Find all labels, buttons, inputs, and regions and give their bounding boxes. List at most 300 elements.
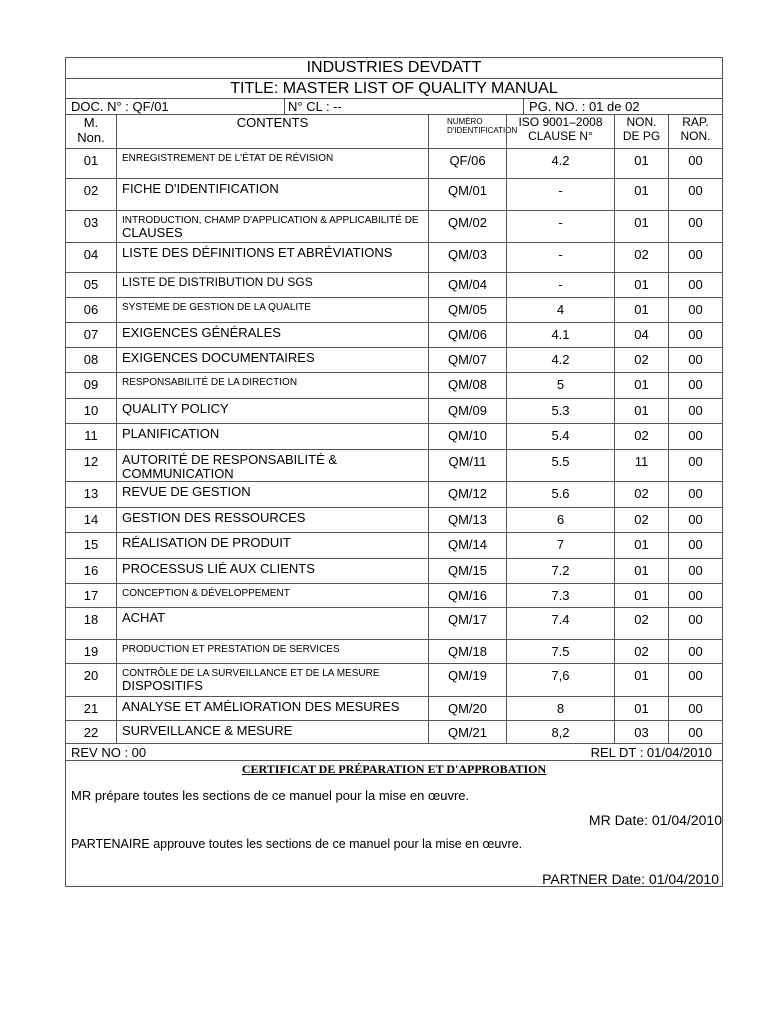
row-identification-text: QM/20 bbox=[447, 701, 487, 716]
partner-statement: PARTENAIRE approuve toutes les sections de ce manuel pour la mise en œuvre. bbox=[71, 837, 523, 851]
row-contents-line2: COMMUNICATION bbox=[122, 466, 234, 482]
table-row bbox=[66, 399, 722, 424]
row-identification bbox=[428, 149, 506, 178]
row-revision bbox=[668, 608, 722, 639]
row-page-count bbox=[614, 721, 668, 743]
header-m-no-line2: Non. bbox=[77, 130, 105, 145]
row-revision-text: 00 bbox=[688, 403, 703, 418]
row-revision bbox=[668, 721, 722, 743]
row-revision bbox=[668, 508, 722, 532]
row-revision-text: 00 bbox=[688, 183, 703, 198]
row-contents bbox=[116, 149, 428, 178]
row-contents bbox=[116, 508, 428, 532]
row-number bbox=[66, 243, 116, 272]
row-page-count bbox=[614, 243, 668, 272]
row-iso-clause-text: 8 bbox=[556, 701, 565, 716]
cl-number: N° CL : -- bbox=[288, 99, 342, 114]
row-revision bbox=[668, 584, 722, 607]
row-revision bbox=[668, 640, 722, 663]
row-identification bbox=[428, 373, 506, 398]
row-contents bbox=[116, 179, 428, 210]
row-iso-clause-text: 5.5 bbox=[551, 454, 570, 469]
mr-statement: MR prépare toutes les sections de ce manuel pour la mise en œuvre. bbox=[71, 788, 470, 803]
row-contents-text: GESTION DES RESSOURCES bbox=[122, 510, 306, 525]
row-revision bbox=[668, 373, 722, 398]
row-number bbox=[66, 608, 116, 639]
row-iso-clause-text: 7.2 bbox=[551, 563, 570, 578]
row-revision-text: 00 bbox=[688, 563, 703, 578]
row-contents-text: INTRODUCTION, CHAMP D'APPLICATION & APPLICABILITÉ DE bbox=[122, 215, 419, 226]
row-revision bbox=[668, 559, 722, 583]
row-number bbox=[66, 298, 116, 322]
rev-number: REV NO : 00 bbox=[71, 745, 147, 760]
header-m-no bbox=[66, 115, 116, 148]
row-revision-text: 00 bbox=[688, 668, 703, 683]
row-number-text: 11 bbox=[84, 428, 98, 443]
row-iso-clause bbox=[506, 533, 614, 558]
row-identification bbox=[428, 721, 506, 743]
row-number-text: 06 bbox=[83, 302, 99, 317]
row-identification-text: QM/08 bbox=[447, 377, 487, 392]
table-row bbox=[66, 664, 722, 697]
table-row bbox=[66, 697, 722, 721]
row-contents-text: SYSTEME DE GESTION DE LA QUALITE bbox=[122, 302, 311, 313]
row-number bbox=[66, 424, 116, 449]
row-iso-clause-text: - bbox=[558, 183, 563, 198]
row-identification bbox=[428, 273, 506, 297]
row-revision-text: 00 bbox=[688, 327, 703, 342]
row-identification bbox=[428, 533, 506, 558]
release-date: REL DT : 01/04/2010 bbox=[590, 745, 712, 760]
row-identification-text: QM/14 bbox=[447, 537, 487, 552]
row-contents-text: EXIGENCES DOCUMENTAIRES bbox=[122, 350, 315, 365]
certificate-title: CERTIFICAT DE PRÉPARATION ET D'APPROBATION bbox=[241, 762, 547, 776]
quality-manual-sheet bbox=[65, 57, 723, 887]
header-pages-line1: NON. bbox=[626, 115, 657, 129]
document-title: TITLE: MASTER LIST OF QUALITY MANUAL bbox=[230, 80, 558, 97]
row-number-text: 09 bbox=[83, 377, 99, 392]
row-identification bbox=[428, 179, 506, 210]
row-revision bbox=[668, 424, 722, 449]
row-number-text: 10 bbox=[83, 403, 99, 418]
table-row bbox=[66, 179, 722, 211]
row-page-count bbox=[614, 697, 668, 720]
row-identification bbox=[428, 664, 506, 696]
row-number-text: 08 bbox=[83, 352, 99, 367]
row-number-text: 04 bbox=[83, 247, 99, 262]
table-row bbox=[66, 298, 722, 323]
table-row bbox=[66, 559, 722, 584]
row-contents-text: ACHAT bbox=[122, 610, 166, 625]
row-page-count-text: 01 bbox=[634, 153, 649, 168]
row-iso-clause bbox=[506, 273, 614, 297]
row-page-count-text: 02 bbox=[634, 247, 649, 262]
row-revision bbox=[668, 211, 722, 242]
row-iso-clause-text: - bbox=[558, 215, 563, 230]
row-revision-text: 00 bbox=[688, 428, 703, 443]
row-iso-clause bbox=[506, 697, 614, 720]
row-identification bbox=[428, 640, 506, 663]
row-iso-clause bbox=[506, 373, 614, 398]
row-contents bbox=[116, 348, 428, 372]
row-iso-clause bbox=[506, 450, 614, 481]
row-number-text: 20 bbox=[83, 668, 99, 683]
row-page-count bbox=[614, 179, 668, 210]
row-number-text: 15 bbox=[83, 537, 99, 552]
row-contents bbox=[116, 664, 428, 696]
row-identification-text: QM/06 bbox=[447, 327, 487, 342]
row-identification bbox=[428, 298, 506, 322]
table-row bbox=[66, 450, 722, 482]
row-identification-text: QM/02 bbox=[447, 215, 487, 230]
row-revision bbox=[668, 298, 722, 322]
row-number bbox=[66, 559, 116, 583]
row-page-count bbox=[614, 149, 668, 178]
row-page-count-text: 03 bbox=[634, 725, 649, 740]
row-identification-text: QM/12 bbox=[447, 486, 487, 501]
row-iso-clause bbox=[506, 243, 614, 272]
row-contents bbox=[116, 298, 428, 322]
row-contents bbox=[116, 640, 428, 663]
row-contents bbox=[116, 399, 428, 423]
row-iso-clause bbox=[506, 298, 614, 322]
title-row bbox=[66, 79, 722, 99]
row-iso-clause bbox=[506, 508, 614, 532]
row-number-text: 14 bbox=[83, 512, 99, 527]
row-revision bbox=[668, 697, 722, 720]
row-iso-clause-text: - bbox=[558, 277, 563, 292]
row-contents bbox=[116, 211, 428, 242]
row-page-count bbox=[614, 664, 668, 696]
row-revision-text: 00 bbox=[688, 277, 703, 292]
row-iso-clause bbox=[506, 348, 614, 372]
doc-info-divider-2 bbox=[523, 99, 524, 114]
row-contents-text: ANALYSE ET AMÉLIORATION DES MESURES bbox=[122, 699, 400, 714]
row-identification-text: QM/13 bbox=[447, 512, 487, 527]
row-revision-text: 00 bbox=[688, 153, 703, 168]
table-row bbox=[66, 608, 722, 640]
header-contents bbox=[116, 115, 428, 148]
row-iso-clause-text: 6 bbox=[556, 512, 565, 527]
header-contents-label: CONTENTS bbox=[236, 115, 309, 130]
row-contents bbox=[116, 450, 428, 481]
row-page-count-text: 02 bbox=[634, 512, 649, 527]
row-contents-text: PRODUCTION ET PRESTATION DE SERVICES bbox=[122, 644, 340, 655]
row-page-count bbox=[614, 640, 668, 663]
row-identification-text: QM/03 bbox=[447, 247, 487, 262]
row-page-count-text: 01 bbox=[634, 215, 649, 230]
header-rev bbox=[668, 115, 722, 148]
row-identification bbox=[428, 211, 506, 242]
table-row bbox=[66, 323, 722, 348]
row-identification bbox=[428, 584, 506, 607]
row-contents bbox=[116, 273, 428, 297]
row-revision-text: 00 bbox=[688, 215, 703, 230]
row-revision-text: 00 bbox=[688, 454, 703, 469]
row-number-text: 16 bbox=[83, 563, 99, 578]
row-revision-text: 00 bbox=[688, 537, 703, 552]
row-identification-text: QM/18 bbox=[447, 644, 487, 659]
table-row bbox=[66, 584, 722, 608]
row-page-count-text: 01 bbox=[634, 668, 649, 683]
company-name: INDUSTRIES DEVDATT bbox=[306, 59, 482, 76]
row-contents-line2: CLAUSES bbox=[122, 225, 183, 240]
row-revision bbox=[668, 273, 722, 297]
table-row bbox=[66, 243, 722, 273]
row-number-text: 01 bbox=[83, 153, 99, 168]
row-contents-text: RÉALISATION DE PRODUIT bbox=[122, 535, 291, 550]
row-contents-text: CONTRÔLE DE LA SURVEILLANCE ET DE LA MESURE bbox=[122, 668, 380, 679]
row-number-text: 02 bbox=[83, 183, 99, 198]
row-page-count-text: 11 bbox=[634, 454, 649, 469]
row-number bbox=[66, 450, 116, 481]
row-page-count bbox=[614, 399, 668, 423]
row-number bbox=[66, 399, 116, 423]
row-contents-text: EXIGENCES GÉNÉRALES bbox=[122, 325, 281, 340]
row-page-count bbox=[614, 348, 668, 372]
row-revision-text: 00 bbox=[688, 588, 703, 603]
row-number bbox=[66, 273, 116, 297]
row-identification bbox=[428, 323, 506, 347]
row-identification bbox=[428, 424, 506, 449]
row-page-count bbox=[614, 424, 668, 449]
mr-signature-date: MR Date: 01/04/2010 bbox=[588, 812, 722, 828]
header-pages bbox=[614, 115, 668, 148]
row-identification-text: QM/17 bbox=[447, 612, 487, 627]
row-iso-clause-text: 7.3 bbox=[551, 588, 570, 603]
row-iso-clause bbox=[506, 482, 614, 507]
row-number-text: 19 bbox=[83, 644, 99, 659]
row-identification-text: QF/06 bbox=[449, 153, 486, 168]
row-page-count-text: 01 bbox=[634, 183, 649, 198]
row-identification-text: QM/05 bbox=[447, 302, 487, 317]
row-page-count-text: 01 bbox=[634, 277, 649, 292]
table-row bbox=[66, 640, 722, 664]
row-iso-clause-text: 4.2 bbox=[551, 153, 570, 168]
row-number bbox=[66, 584, 116, 607]
row-page-count-text: 02 bbox=[634, 644, 649, 659]
row-revision-text: 00 bbox=[688, 352, 703, 367]
row-identification-text: QM/10 bbox=[447, 428, 487, 443]
row-contents bbox=[116, 373, 428, 398]
row-page-count-text: 02 bbox=[634, 352, 649, 367]
row-identification-text: QM/19 bbox=[447, 668, 487, 683]
table-row bbox=[66, 273, 722, 298]
partner-signature-date: PARTNER Date: 01/04/2010 bbox=[542, 871, 719, 887]
row-number bbox=[66, 721, 116, 743]
row-page-count-text: 01 bbox=[634, 302, 649, 317]
row-revision-text: 00 bbox=[688, 612, 703, 627]
row-identification-text: QM/09 bbox=[447, 403, 487, 418]
row-iso-clause-text: 8,2 bbox=[551, 725, 570, 740]
table-row bbox=[66, 482, 722, 508]
row-iso-clause bbox=[506, 179, 614, 210]
row-revision bbox=[668, 348, 722, 372]
row-identification bbox=[428, 697, 506, 720]
company-row bbox=[66, 58, 722, 79]
doc-info-divider bbox=[284, 99, 285, 114]
row-identification-text: QM/21 bbox=[447, 725, 487, 740]
row-number bbox=[66, 149, 116, 178]
row-identification bbox=[428, 450, 506, 481]
row-page-count bbox=[614, 273, 668, 297]
row-revision bbox=[668, 450, 722, 481]
row-page-count-text: 01 bbox=[634, 403, 649, 418]
row-revision bbox=[668, 149, 722, 178]
row-number bbox=[66, 508, 116, 532]
row-iso-clause-text: 7.5 bbox=[551, 644, 570, 659]
row-iso-clause-text: 5.3 bbox=[551, 403, 570, 418]
row-iso-clause-text: 7.4 bbox=[551, 612, 570, 627]
row-identification bbox=[428, 399, 506, 423]
row-identification-text: QM/11 bbox=[448, 454, 487, 469]
table-row bbox=[66, 424, 722, 450]
row-number bbox=[66, 211, 116, 242]
row-identification-text: QM/16 bbox=[447, 588, 487, 603]
row-revision-text: 00 bbox=[688, 302, 703, 317]
row-contents-text: FICHE D'IDENTIFICATION bbox=[122, 181, 279, 196]
row-page-count-text: 02 bbox=[634, 612, 649, 627]
row-revision bbox=[668, 243, 722, 272]
row-number-text: 05 bbox=[83, 277, 99, 292]
row-iso-clause bbox=[506, 664, 614, 696]
row-iso-clause bbox=[506, 584, 614, 607]
row-number bbox=[66, 482, 116, 507]
row-number-text: 22 bbox=[83, 725, 99, 740]
row-contents-text: PLANIFICATION bbox=[122, 426, 220, 441]
row-page-count-text: 04 bbox=[634, 327, 649, 342]
row-iso-clause bbox=[506, 721, 614, 743]
row-iso-clause-text: 4 bbox=[556, 302, 565, 317]
table-row bbox=[66, 373, 722, 399]
row-contents bbox=[116, 533, 428, 558]
row-page-count-text: 01 bbox=[634, 563, 649, 578]
row-iso-clause-text: - bbox=[558, 247, 563, 262]
row-contents-text: ENREGISTREMENT DE L'ÉTAT DE RÉVISION bbox=[122, 153, 334, 164]
header-iso-clause bbox=[506, 115, 614, 148]
row-iso-clause bbox=[506, 608, 614, 639]
row-page-count bbox=[614, 298, 668, 322]
row-page-count-text: 01 bbox=[634, 537, 649, 552]
row-revision-text: 00 bbox=[688, 644, 703, 659]
row-page-count bbox=[614, 584, 668, 607]
table-header-row bbox=[66, 115, 722, 149]
row-revision bbox=[668, 533, 722, 558]
row-page-count bbox=[614, 608, 668, 639]
rev-row bbox=[66, 744, 722, 761]
row-revision bbox=[668, 323, 722, 347]
row-number bbox=[66, 348, 116, 372]
header-id-number bbox=[428, 115, 518, 148]
row-identification bbox=[428, 559, 506, 583]
row-page-count bbox=[614, 482, 668, 507]
row-page-count bbox=[614, 323, 668, 347]
header-rev-line2: NON. bbox=[680, 129, 711, 143]
row-identification bbox=[428, 508, 506, 532]
row-contents bbox=[116, 584, 428, 607]
row-contents-text: CONCEPTION & DÉVELOPPEMENT bbox=[122, 588, 290, 599]
row-revision-text: 00 bbox=[688, 512, 703, 527]
header-iso-line2: CLAUSE N° bbox=[528, 129, 593, 143]
row-iso-clause-text: 5.4 bbox=[551, 428, 570, 443]
row-number bbox=[66, 323, 116, 347]
row-number-text: 07 bbox=[83, 327, 99, 342]
row-identification-text: QM/04 bbox=[447, 277, 487, 292]
row-contents bbox=[116, 697, 428, 720]
row-contents-text: RESPONSABILITÉ DE LA DIRECTION bbox=[122, 377, 298, 388]
row-number-text: 17 bbox=[83, 588, 99, 603]
row-iso-clause-text: 5.6 bbox=[551, 486, 570, 501]
row-number bbox=[66, 179, 116, 210]
row-page-count bbox=[614, 373, 668, 398]
header-rev-line1: RAP. bbox=[682, 115, 709, 129]
row-number bbox=[66, 664, 116, 696]
row-number bbox=[66, 533, 116, 558]
doc-info-row bbox=[66, 99, 722, 115]
row-revision bbox=[668, 664, 722, 696]
row-contents bbox=[116, 559, 428, 583]
table-row bbox=[66, 149, 722, 179]
row-number bbox=[66, 697, 116, 720]
row-iso-clause bbox=[506, 323, 614, 347]
row-iso-clause-text: 4.1 bbox=[551, 327, 570, 342]
table-row bbox=[66, 508, 722, 533]
row-revision bbox=[668, 399, 722, 423]
row-identification bbox=[428, 348, 506, 372]
row-identification-text: QM/15 bbox=[447, 563, 487, 578]
row-revision-text: 00 bbox=[688, 725, 703, 740]
row-revision bbox=[668, 179, 722, 210]
row-contents bbox=[116, 424, 428, 449]
row-iso-clause-text: 5 bbox=[556, 377, 565, 392]
row-number bbox=[66, 373, 116, 398]
row-page-count bbox=[614, 211, 668, 242]
row-number-text: 18 bbox=[83, 612, 99, 627]
row-revision-text: 00 bbox=[688, 701, 703, 716]
row-iso-clause bbox=[506, 399, 614, 423]
row-contents bbox=[116, 721, 428, 743]
header-id-number-label: NUMÉRO D'IDENTIFICATION bbox=[447, 117, 518, 135]
row-contents bbox=[116, 608, 428, 639]
row-iso-clause-text: 7,6 bbox=[551, 668, 570, 683]
doc-number: DOC. N° : QF/01 bbox=[71, 99, 169, 114]
table-row bbox=[66, 533, 722, 559]
header-pages-line2: DE PG bbox=[622, 129, 661, 143]
row-iso-clause-text: 7 bbox=[556, 537, 565, 552]
row-revision-text: 00 bbox=[688, 247, 703, 262]
header-iso-line1: ISO 9001–2008 bbox=[518, 115, 603, 129]
row-number-text: 03 bbox=[83, 215, 99, 230]
row-identification bbox=[428, 243, 506, 272]
row-contents-text: AUTORITÉ DE RESPONSABILITÉ & bbox=[122, 452, 338, 467]
row-page-count-text: 01 bbox=[634, 588, 649, 603]
row-iso-clause-text: 4.2 bbox=[551, 352, 570, 367]
header-m-no-line1: M. bbox=[83, 115, 99, 130]
row-page-count-text: 02 bbox=[634, 486, 649, 501]
row-page-count-text: 01 bbox=[634, 377, 649, 392]
table-row bbox=[66, 348, 722, 373]
row-revision bbox=[668, 482, 722, 507]
row-iso-clause bbox=[506, 640, 614, 663]
row-contents bbox=[116, 482, 428, 507]
row-page-count bbox=[614, 450, 668, 481]
row-contents-text: QUALITY POLICY bbox=[122, 401, 229, 416]
row-page-count bbox=[614, 508, 668, 532]
row-identification-text: QM/07 bbox=[447, 352, 487, 367]
row-contents bbox=[116, 323, 428, 347]
row-contents-text: PROCESSUS LIÉ AUX CLIENTS bbox=[122, 561, 315, 576]
row-contents-text: REVUE DE GESTION bbox=[122, 484, 251, 499]
